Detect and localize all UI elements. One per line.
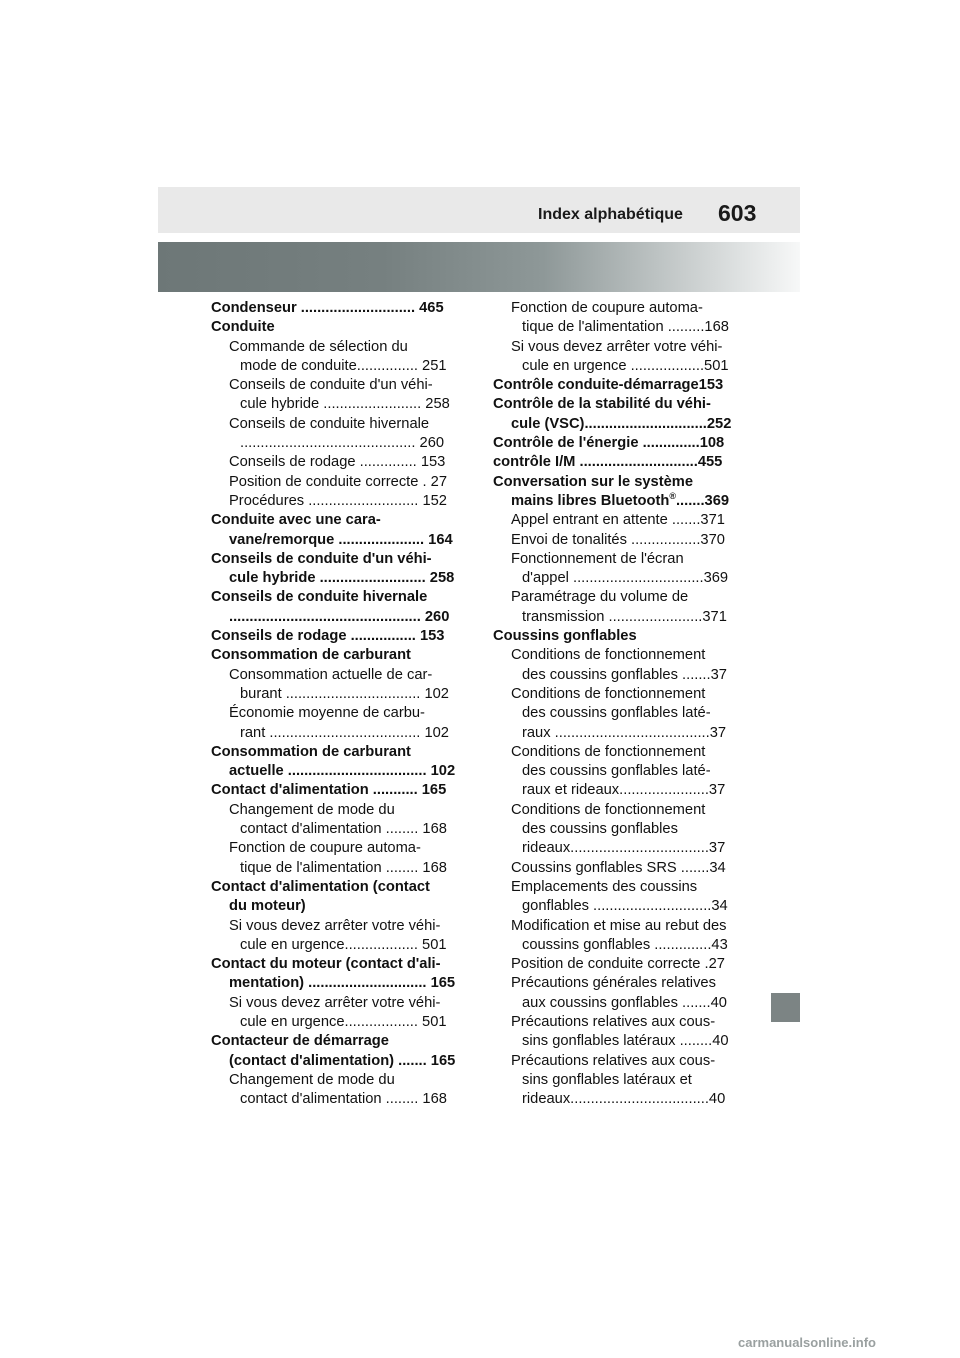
index-subentry	[211, 376, 463, 395]
index-entry	[211, 588, 463, 607]
index-line-text: Consommation de carburant	[211, 743, 411, 760]
index-entry	[211, 646, 463, 665]
index-subentry	[493, 1071, 745, 1090]
index-line-text: (contact d'alimentation) ....... 165	[229, 1052, 456, 1069]
index-entry	[211, 955, 463, 974]
index-subentry	[211, 685, 463, 704]
page-number: 603	[718, 200, 757, 226]
index-subentry	[211, 820, 463, 839]
index-subentry	[493, 897, 745, 916]
index-entry	[211, 318, 463, 337]
index-subentry	[493, 704, 745, 723]
watermark: carmanualsonline.info	[738, 1335, 876, 1350]
index-subentry	[211, 434, 463, 453]
index-line-text: Précautions relatives aux cous-	[511, 1013, 716, 1030]
index-line-text: Commande de sélection du	[229, 338, 408, 355]
index-entry	[493, 376, 745, 395]
index-line-text: Emplacements des coussins	[511, 878, 698, 895]
index-subentry	[211, 492, 463, 511]
index-line-text: ........................................... 260	[240, 435, 445, 452]
index-subentry	[493, 974, 745, 993]
chapter-side-tab	[771, 993, 800, 1022]
index-subentry	[211, 608, 463, 627]
index-entry	[211, 878, 463, 897]
index-line-text: Fonction de coupure automa-	[511, 300, 703, 316]
index-subentry	[211, 704, 463, 723]
index-line-text: Économie moyenne de carbu-	[229, 705, 425, 722]
index-line-page: .......369	[675, 492, 730, 509]
index-subentry	[493, 338, 745, 357]
index-subentry	[493, 936, 745, 955]
index-column-left	[211, 299, 463, 1109]
index-line-text: rant ..................................... 102	[240, 724, 449, 741]
index-line-text: Envoi de tonalités .................370	[511, 531, 725, 548]
index-line-text: raux ......................................37	[522, 724, 727, 741]
index-line-text: des coussins gonflables laté-	[522, 763, 711, 780]
index-subentry	[493, 1032, 745, 1051]
index-subentry	[211, 531, 463, 550]
index-subentry	[493, 917, 745, 936]
index-line-text: tique de l'alimentation ........ 168	[240, 859, 447, 876]
index-line-text: aux coussins gonflables .......40	[522, 994, 727, 1011]
index-entry	[211, 743, 463, 762]
index-line-text: Si vous devez arrêter votre véhi-	[229, 917, 441, 934]
index-line-text: du moteur)	[229, 898, 306, 915]
index-line-text: sins gonflables latéraux ........40	[522, 1033, 729, 1050]
index-line-text: rideaux..................................37	[522, 840, 726, 857]
index-subentry	[493, 666, 745, 685]
index-line-text: raux et rideaux......................37	[522, 782, 726, 799]
index-subentry	[493, 820, 745, 839]
index-line-text: Conduite	[211, 319, 275, 336]
index-subentry	[493, 608, 745, 627]
index-subentry	[211, 897, 463, 916]
index-subentry	[211, 936, 463, 955]
index-line-text: Conditions de fonctionnement	[511, 743, 706, 760]
index-line-text: transmission .......................371	[522, 608, 727, 625]
index-entry	[493, 627, 745, 646]
index-line-text: Conseils de conduite hivernale	[229, 415, 430, 432]
index-line-text: Conseils de conduite d'un véhi-	[211, 550, 432, 567]
index-line-text: Si vous devez arrêter votre véhi-	[511, 338, 723, 355]
index-subentry	[211, 974, 463, 993]
index-subentry	[493, 1090, 745, 1109]
index-subentry	[211, 569, 463, 588]
index-line-text: Position de conduite correcte . 27	[229, 473, 447, 490]
index-subentry	[493, 801, 745, 820]
index-line-text: actuelle .................................. 102	[229, 763, 456, 780]
index-entry	[493, 473, 745, 492]
index-line-text: Coussins gonflables	[493, 628, 637, 645]
index-line-text: coussins gonflables ..............43	[522, 936, 728, 953]
index-line-text: cule en urgence ..................501	[522, 357, 729, 374]
index-line-text: Conversation sur le système	[493, 473, 693, 490]
header-band	[158, 187, 800, 233]
gradient-bar	[158, 242, 800, 292]
index-subentry	[493, 531, 745, 550]
index-line-text: Conseils de conduite hivernale	[211, 589, 428, 606]
index-line-text: des coussins gonflables .......37	[522, 666, 727, 683]
index-subentry	[211, 724, 463, 743]
index-subentry	[211, 801, 463, 820]
index-line-text: Contrôle conduite-démarrage153	[493, 377, 724, 394]
index-subentry	[211, 415, 463, 434]
index-line-text: Si vous devez arrêter votre véhi-	[229, 994, 441, 1011]
index-line-text: cule en urgence.................. 501	[240, 1013, 447, 1030]
index-entry	[211, 781, 463, 800]
index-line-text: Contacteur de démarrage	[211, 1033, 389, 1050]
index-entry	[211, 299, 463, 318]
index-line-text: Position de conduite correcte .27	[511, 956, 725, 973]
index-subentry	[493, 955, 745, 974]
index-line-text: rideaux..................................40	[522, 1091, 726, 1108]
index-line-text: Coussins gonflables SRS .......34	[511, 859, 726, 876]
index-subentry	[211, 1013, 463, 1032]
index-line-text: ............................................... 260	[229, 608, 450, 625]
index-subentry	[211, 762, 463, 781]
index-subentry	[211, 994, 463, 1013]
index-line-text: Conditions de fonctionnement	[511, 685, 706, 702]
index-subentry	[493, 588, 745, 607]
index-line-text: Changement de mode du	[229, 801, 395, 818]
index-subentry	[493, 569, 745, 588]
index-subentry	[211, 453, 463, 472]
index-subentry	[211, 1052, 463, 1071]
index-line-text: mains libres Bluetooth	[511, 492, 670, 509]
index-entry	[211, 1032, 463, 1051]
index-line-text: vane/remorque ..................... 164	[229, 531, 453, 548]
index-line-text: Conseils de rodage .............. 153	[229, 454, 446, 471]
index-subentry	[493, 743, 745, 762]
index-subentry	[493, 859, 745, 878]
index-line-text: sins gonflables latéraux et	[522, 1071, 692, 1088]
index-line-text: Changement de mode du	[229, 1071, 395, 1088]
index-line-text: Conditions de fonctionnement	[511, 801, 706, 818]
index-subentry	[211, 1071, 463, 1090]
index-entry	[211, 550, 463, 569]
index-subentry	[493, 878, 745, 897]
index-line-text: Modification et mise au rebut des	[511, 917, 727, 934]
index-subentry	[211, 395, 463, 414]
index-line-text: cule hybride .......................... 258	[229, 570, 455, 587]
index-entry	[493, 395, 745, 414]
index-line-text: Précautions générales relatives	[511, 975, 716, 992]
section-title: Index alphabétique	[538, 206, 683, 223]
index-line-text: contrôle I/M .............................455	[493, 454, 723, 471]
index-line-text: Appel entrant en attente .......371	[511, 512, 725, 529]
index-line-text: Précautions relatives aux cous-	[511, 1052, 716, 1069]
index-line-text: Paramétrage du volume de	[511, 589, 689, 606]
index-subentry	[211, 338, 463, 357]
index-line-text: Consommation de carburant	[211, 647, 411, 664]
index-line-text: Contrôle de l'énergie ..............108	[493, 435, 725, 452]
index-line-text: d'appel ................................369	[522, 570, 729, 587]
index-subentry	[493, 357, 745, 376]
index-line-text: cule (VSC)..............................252	[511, 415, 732, 432]
index-subentry	[211, 666, 463, 685]
index-line-text: Conduite avec une cara-	[211, 512, 381, 529]
index-subentry	[211, 357, 463, 376]
index-line-text: Procédures ........................... 152	[229, 492, 447, 509]
index-subentry	[211, 859, 463, 878]
index-line-text: gonflables .............................34	[522, 898, 728, 915]
index-column-right	[493, 299, 745, 1109]
index-line-text: contact d'alimentation ........ 168	[240, 821, 447, 838]
index-subentry	[211, 839, 463, 858]
index-subentry	[493, 762, 745, 781]
index-line-text: cule hybride ........................ 258	[240, 396, 450, 413]
index-subentry	[493, 299, 745, 318]
index-line-text: Fonctionnement de l'écran	[511, 550, 684, 567]
index-line-text: Conseils de conduite d'un véhi-	[229, 377, 433, 394]
index-line-text: Conseils de rodage ................ 153	[211, 628, 445, 645]
index-line-text: burant ................................. 102	[240, 685, 449, 702]
index-line-text: mentation) ............................. 165	[229, 975, 456, 992]
index-line-text: cule en urgence.................. 501	[240, 936, 447, 953]
index-subentry	[493, 318, 745, 337]
index-subentry	[493, 839, 745, 858]
index-subentry	[493, 1052, 745, 1071]
index-subentry	[211, 1090, 463, 1109]
index-subentry	[493, 994, 745, 1013]
index-line-text: tique de l'alimentation .........168	[522, 319, 729, 336]
index-line-text: Contact du moteur (contact d'ali-	[211, 956, 441, 973]
index-subentry	[493, 511, 745, 530]
index-subentry	[493, 781, 745, 800]
index-subentry	[211, 473, 463, 492]
index-line-text: Contrôle de la stabilité du véhi-	[493, 396, 711, 413]
index-line-text: contact d'alimentation ........ 168	[240, 1091, 447, 1108]
index-subentry	[493, 1013, 745, 1032]
index-line-text: des coussins gonflables laté-	[522, 705, 711, 722]
index-entry	[493, 434, 745, 453]
index-subentry	[493, 724, 745, 743]
index-entry	[211, 511, 463, 530]
registered-mark: ®	[669, 491, 676, 502]
index-line-text: Contact d'alimentation ........... 165	[211, 782, 447, 799]
index-line-text: Condenseur ............................ 465	[211, 300, 444, 316]
index-line-text: mode de conduite............... 251	[240, 357, 447, 374]
index-subentry	[493, 550, 745, 569]
index-line-text: Conditions de fonctionnement	[511, 647, 706, 664]
index-line-text: Consommation actuelle de car-	[229, 666, 433, 683]
index-subentry	[493, 685, 745, 704]
index-subentry	[493, 646, 745, 665]
index-line-text: Contact d'alimentation (contact	[211, 878, 430, 895]
index-subentry	[493, 415, 745, 434]
index-line-text: Fonction de coupure automa-	[229, 840, 421, 857]
index-subentry	[211, 917, 463, 936]
index-entry	[493, 453, 745, 472]
index-line-text: des coussins gonflables	[522, 821, 678, 838]
index-subentry	[493, 492, 745, 511]
index-entry	[211, 627, 463, 646]
